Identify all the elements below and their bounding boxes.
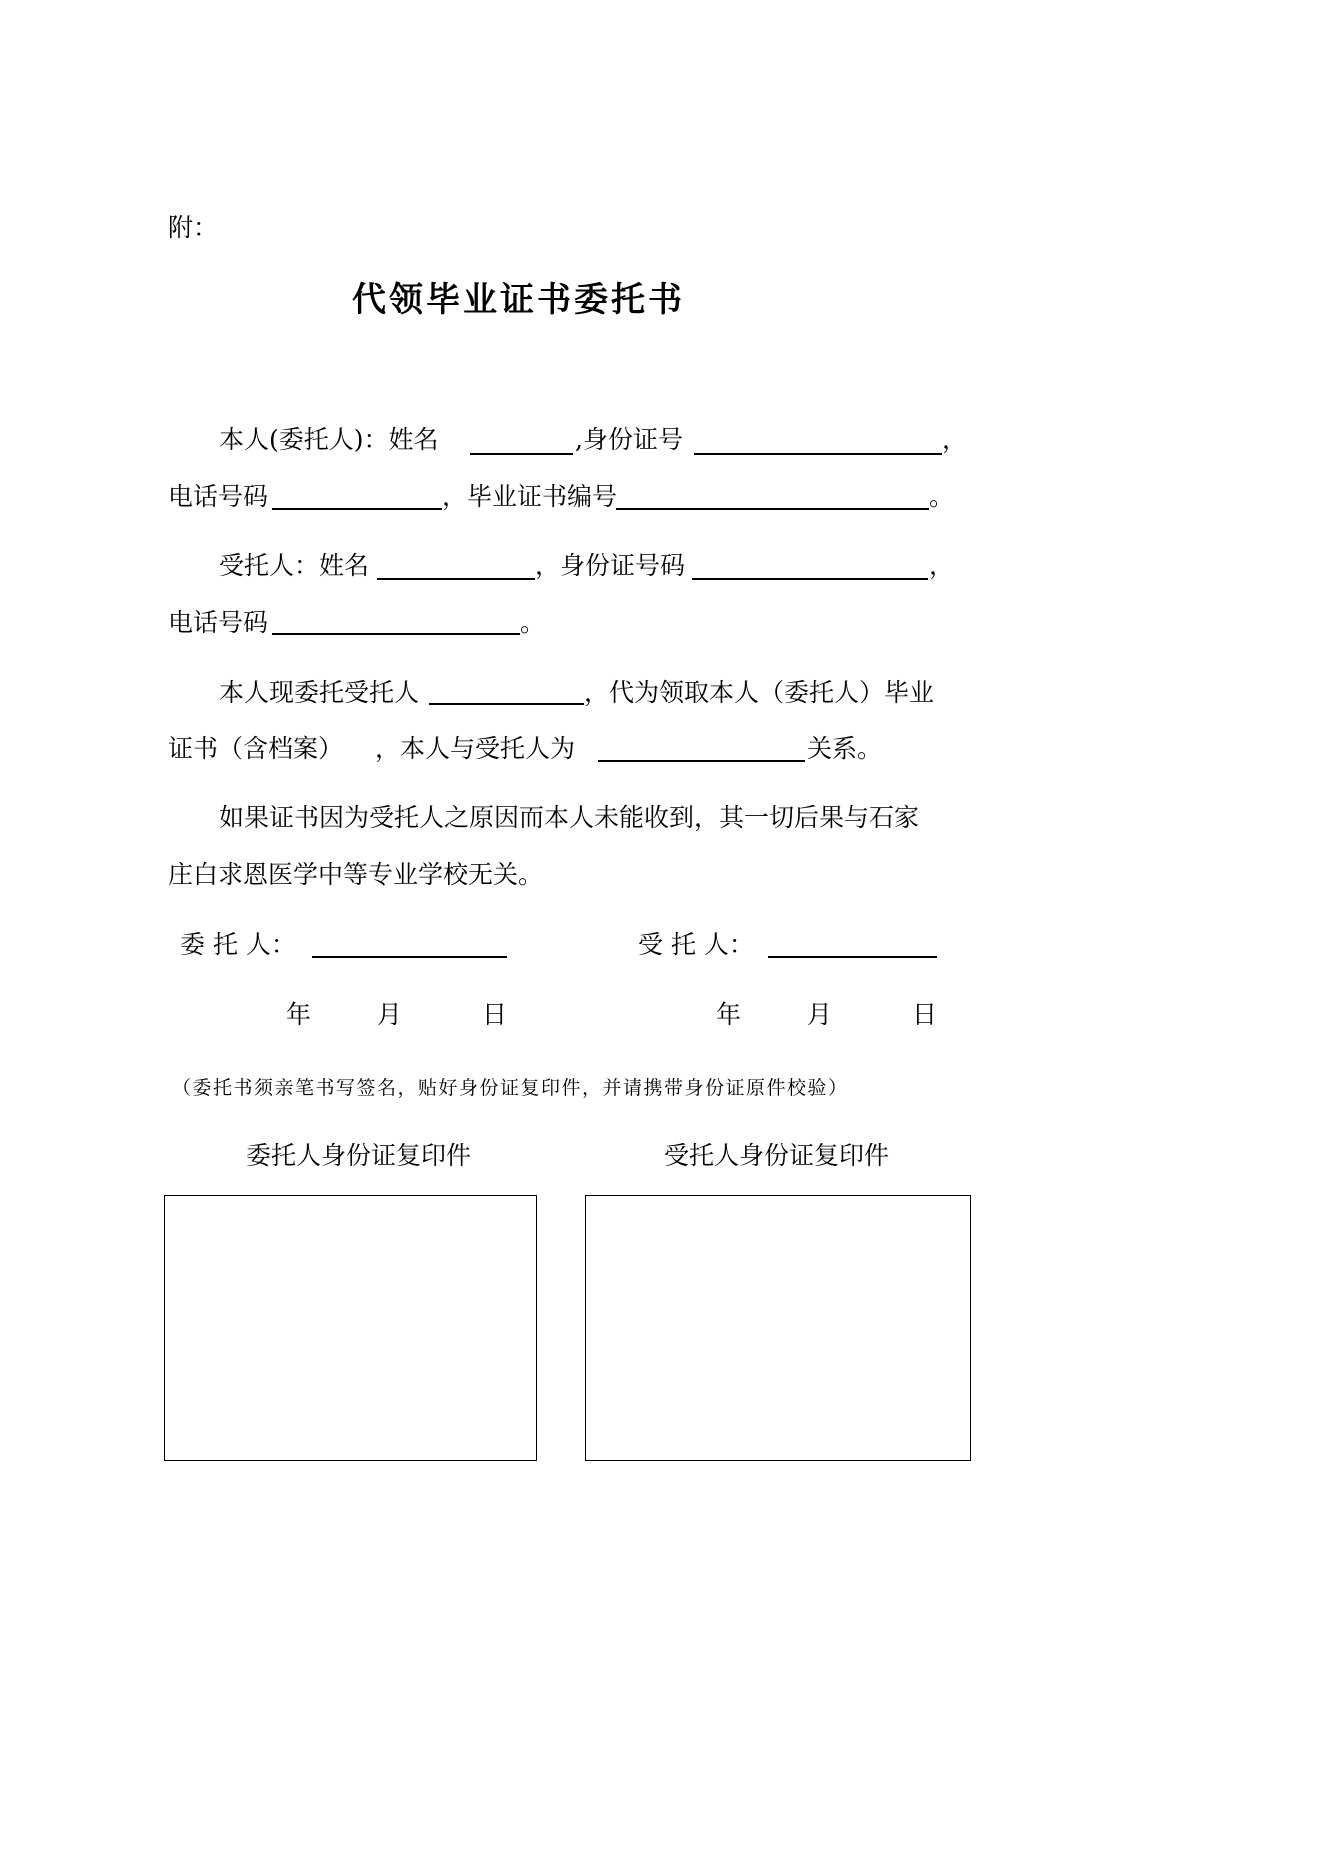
relationship-suffix: 关系。 [807, 734, 883, 763]
punctuation: 。 [929, 482, 955, 511]
agent-phone-field[interactable] [272, 633, 520, 635]
delegation-text: 本人现委托受托人 [219, 678, 420, 707]
instruction-note: （委托书须亲笔书写签名，贴好身份证复印件，并请携带身份证原件校验） [172, 1077, 849, 1099]
delegate-name-field[interactable] [429, 703, 584, 705]
agent-year: 年 [716, 1000, 742, 1029]
disclaimer-line-2: 庄白求恩医学中等专业学校无关。 [168, 860, 544, 889]
principal-signature-field[interactable] [312, 956, 507, 958]
relationship-label: ，本人与受托人为 [375, 734, 576, 763]
principal-phone-label: 电话号码 [168, 482, 269, 511]
agent-day: 日 [912, 1000, 938, 1029]
principal-id-label: ,身份证号 [575, 425, 683, 454]
agent-phone-label: 电话号码 [168, 608, 269, 637]
delegation-text: ，代为领取本人（委托人）毕业 [584, 678, 935, 707]
disclaimer-line-1: 如果证书因为受托人之原因而本人未能收到，其一切后果与石家 [219, 803, 920, 832]
page-title: 代领毕业证书委托书 [352, 280, 685, 320]
principal-month: 月 [377, 1000, 403, 1029]
punctuation: 。 [520, 608, 546, 637]
principal-phone-field[interactable] [272, 508, 442, 510]
punctuation: ， [929, 551, 955, 580]
certificate-number-label: ，毕业证书编号 [442, 482, 618, 511]
punctuation: ， [942, 425, 968, 454]
principal-day: 日 [482, 1000, 508, 1029]
agent-id-copy-caption: 受托人身份证复印件 [664, 1141, 890, 1170]
agent-id-label: ，身份证号码 [535, 551, 686, 580]
agent-id-copy-box[interactable] [585, 1195, 971, 1461]
principal-id-field[interactable] [694, 453, 942, 455]
agent-id-field[interactable] [692, 578, 928, 580]
principal-name-field[interactable] [470, 453, 573, 455]
agent-signature-field[interactable] [768, 956, 937, 958]
principal-signature-label: 委 托 人： [180, 930, 296, 959]
agent-name-field[interactable] [377, 578, 535, 580]
agent-name-label: 受托人：姓名 [219, 551, 370, 580]
principal-id-copy-caption: 委托人身份证复印件 [246, 1141, 472, 1170]
agent-signature-label: 受 托 人： [638, 930, 754, 959]
agent-month: 月 [807, 1000, 833, 1029]
certificate-number-field[interactable] [616, 508, 929, 510]
delegation-text: 证书（含档案） [168, 734, 344, 763]
attachment-label: 附： [168, 213, 219, 242]
principal-year: 年 [286, 1000, 312, 1029]
principal-id-copy-box[interactable] [164, 1195, 537, 1461]
relationship-field[interactable] [598, 760, 805, 762]
principal-name-label: 本人(委托人)：姓名 [219, 425, 439, 454]
